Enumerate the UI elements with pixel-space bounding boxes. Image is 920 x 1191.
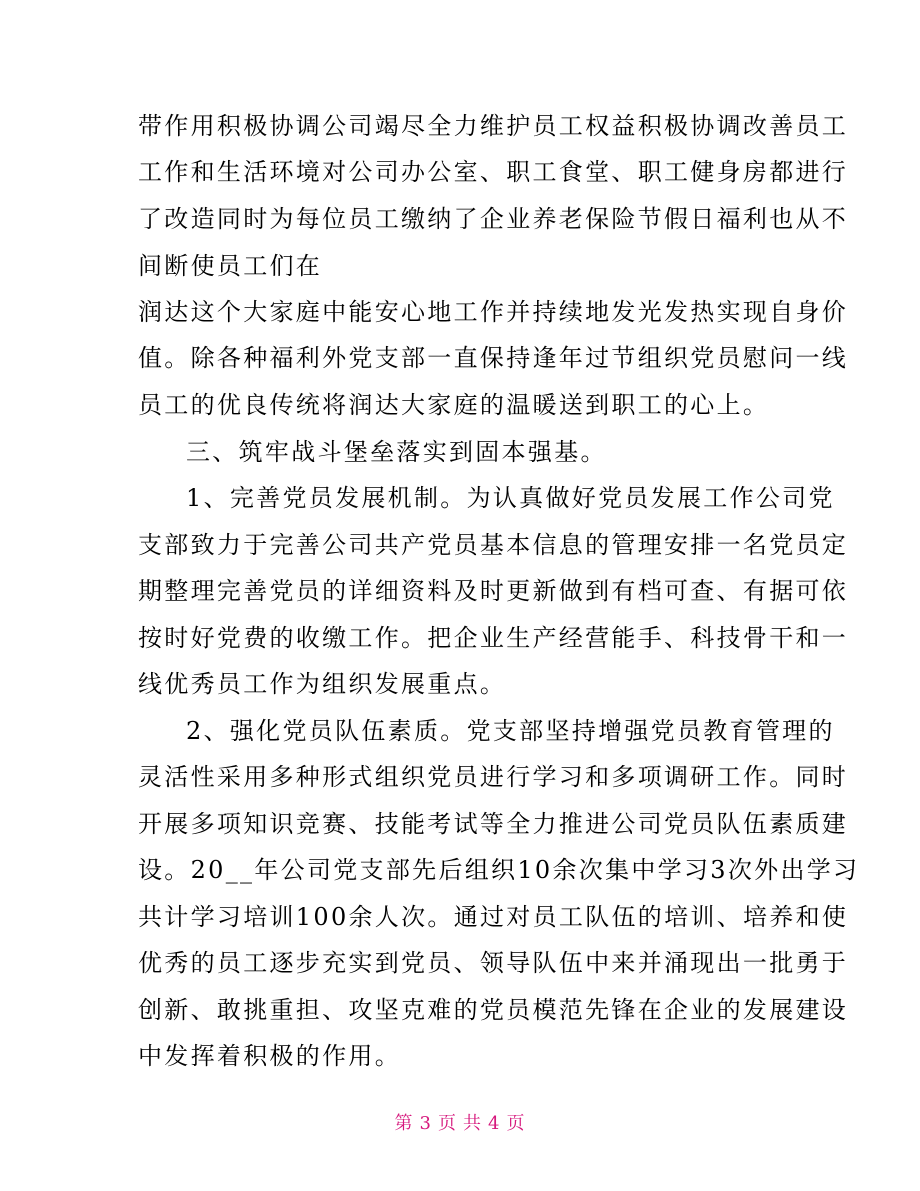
page-footer (0, 1112, 920, 1136)
text-line: 员工的优良传统将润达大家庭的温暖送到职工的心上。 (138, 391, 770, 419)
footer-ye2: 页 (506, 1113, 526, 1134)
text-line: 共计学习培训100余人次。通过对员工队伍的培训、培养和使 (138, 903, 849, 931)
text-line: 线优秀员工作为组织发展重点。 (138, 670, 507, 698)
text-line: 2、强化党员队伍素质。党支部坚持增强党员教育管理的 (186, 717, 835, 745)
text-line: 期整理完善党员的详细资料及时更新做到有档可查、有据可依 (138, 577, 849, 605)
text-line: 设。20__年公司党支部先后组织10余次集中学习3次外出学习 (138, 856, 860, 884)
footer-total-pages: 4 (488, 1113, 501, 1134)
text-line: 间断使员工们在 (138, 252, 323, 280)
text-line: 优秀的员工逐步充实到党员、领导队伍中来并涌现出一批勇于 (138, 949, 849, 977)
footer-ye: 页 (438, 1113, 457, 1134)
section-heading: 三、筑牢战斗堡垒落实到固本强基。 (186, 438, 607, 466)
text-line: 1、完善党员发展机制。为认真做好党员发展工作公司党 (186, 484, 835, 512)
text-line: 灵活性采用多种形式组织党员进行学习和多项调研工作。同时 (138, 763, 849, 791)
text-line: 支部致力于完善公司共产党员基本信息的管理安排一名党员定 (138, 531, 849, 559)
text-line: 带作用积极协调公司竭尽全力维护员工权益积极协调改善员工 (138, 112, 849, 140)
text-line: 润达这个大家庭中能安心地工作并持续地发光发热实现自身价 (138, 298, 849, 326)
footer-page-number: 3 (419, 1113, 432, 1134)
text-line: 创新、敢挑重担、攻坚克难的党员模范先锋在企业的发展建设 (138, 996, 849, 1024)
text-line: 工作和生活环境对公司办公室、职工食堂、职工健身房都进行 (138, 158, 849, 186)
text-line: 了改造同时为每位员工缴纳了企业养老保险节假日福利也从不 (138, 205, 849, 233)
footer-gong: 共 (463, 1113, 482, 1134)
text-line: 按时好党费的收缴工作。把企业生产经营能手、科技骨干和一 (138, 624, 849, 652)
text-line: 值。除各种福利外党支部一直保持逢年过节组织党员慰问一线 (138, 344, 849, 372)
footer-di: 第 (394, 1113, 414, 1134)
text-line: 中发挥着积极的作用。 (138, 1042, 401, 1070)
text-line: 开展多项知识竞赛、技能考试等全力推进公司党员队伍素质建 (138, 810, 849, 838)
